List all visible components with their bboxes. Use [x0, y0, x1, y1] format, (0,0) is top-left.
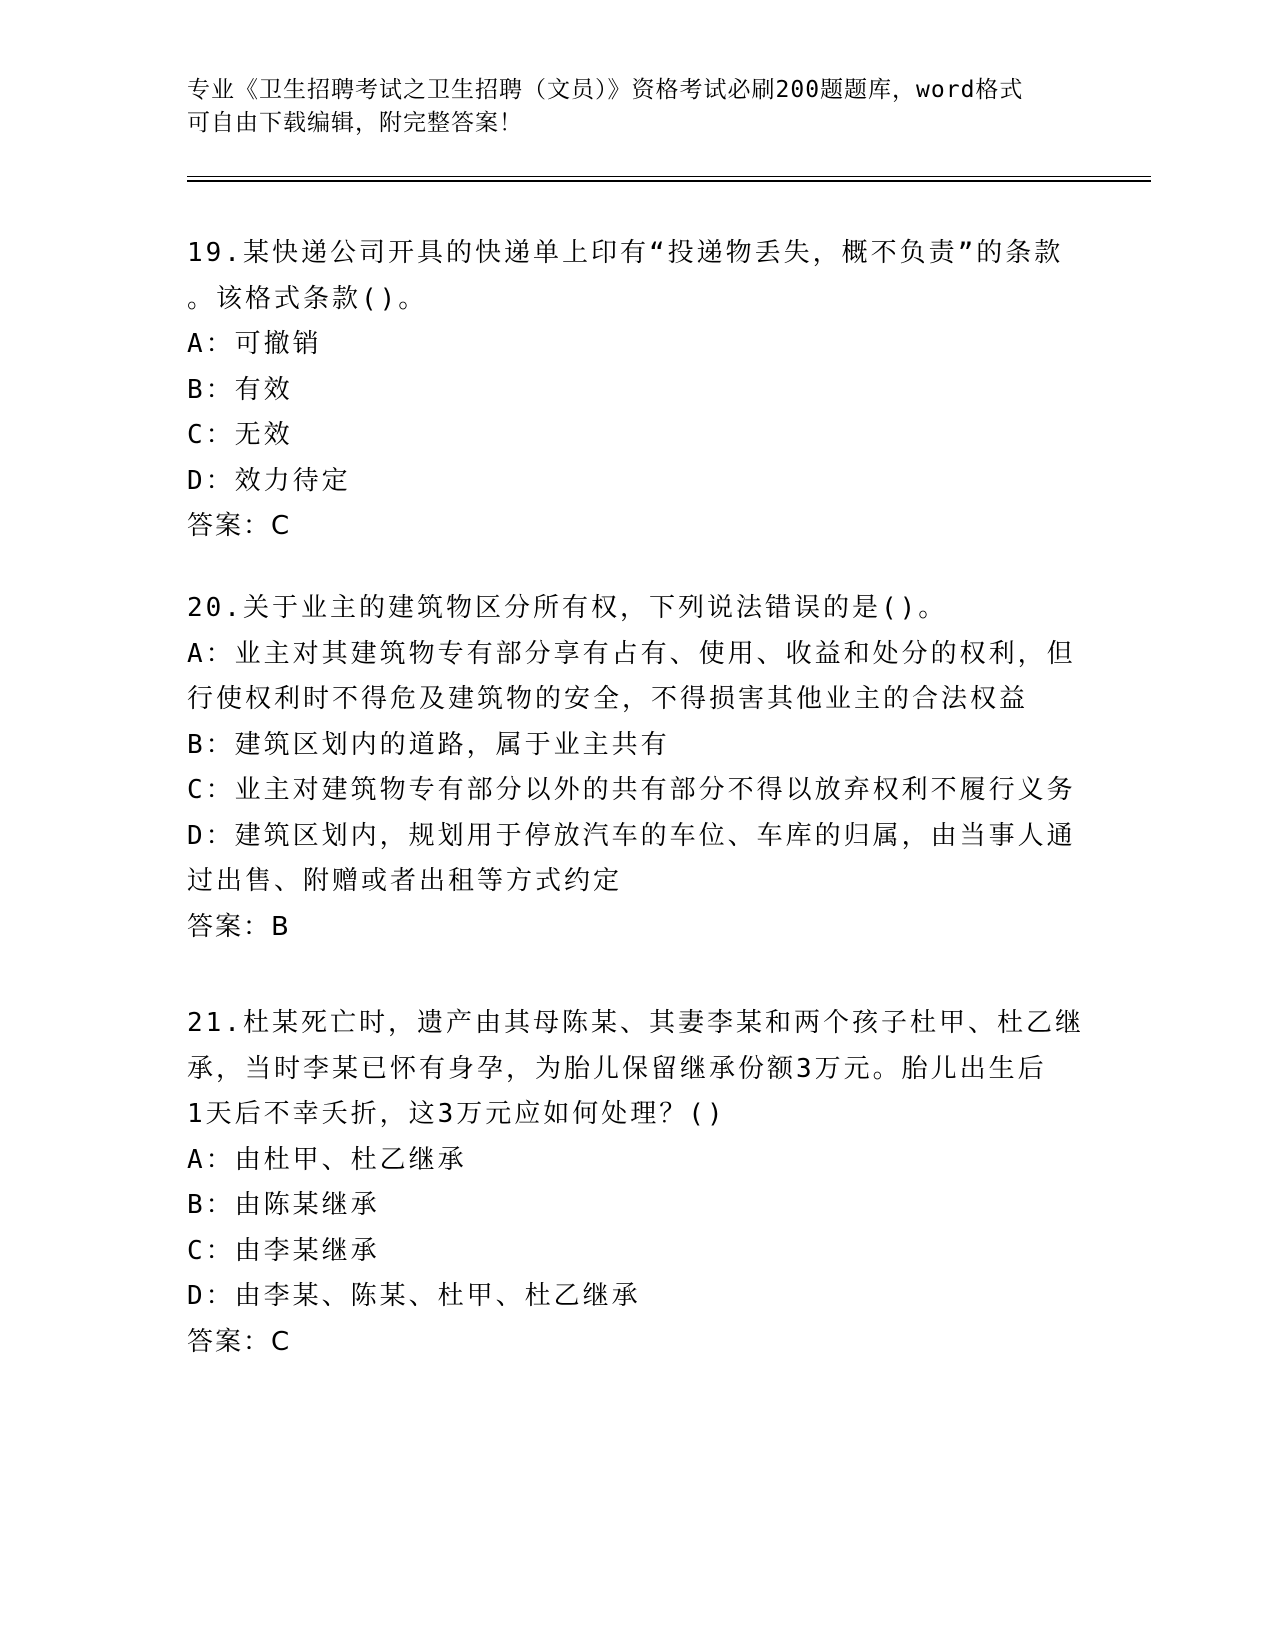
question-19	[187, 231, 1087, 550]
header-divider-thin	[187, 176, 1151, 177]
option-d-continued: 过出售、附赠或者出租等方式约定	[187, 866, 623, 896]
document-header	[187, 74, 1087, 140]
question-text-line: 20.关于业主的建筑物区分所有权，下列说法错误的是()。	[187, 593, 948, 623]
option-a: A：业主对其建筑物专有部分享有占有、使用、收益和处分的权利，但	[187, 638, 1076, 669]
question-text-line: 1天后不幸夭折，这3万元应如何处理？()	[187, 1099, 726, 1129]
answer-label: 答案：C	[187, 511, 292, 541]
question-21	[187, 1001, 1087, 1365]
option-a-continued: 行使权利时不得危及建筑物的安全，不得损害其他业主的合法权益	[187, 684, 1029, 714]
header-divider-thick	[187, 180, 1151, 182]
option-b: B：有效	[187, 374, 293, 405]
option-c: C：无效	[187, 420, 293, 450]
option-c: C：由李某继承	[187, 1235, 380, 1266]
option-c: C：业主对建筑物专有部分以外的共有部分不得以放弃权利不履行义务	[187, 775, 1076, 805]
option-a: A：由杜甲、杜乙继承	[187, 1144, 467, 1175]
question-20	[187, 586, 1087, 950]
option-b: B：建筑区划内的道路，属于业主共有	[187, 729, 670, 760]
answer-label: 答案：C	[187, 1326, 292, 1357]
answer-label: 答案：B	[187, 911, 291, 942]
option-a: A：可撤销	[187, 329, 322, 359]
header-line: 可自由下载编辑，附完整答案！	[187, 110, 523, 136]
option-d: D：由李某、陈某、杜甲、杜乙继承	[187, 1281, 641, 1311]
question-text-line: 承，当时李某已怀有身孕，为胎儿保留继承份额3万元。胎儿出生后	[187, 1053, 1047, 1084]
option-d: D：建筑区划内，规划用于停放汽车的车位、车库的归属，由当事人通	[187, 820, 1076, 851]
option-b: B：由陈某继承	[187, 1190, 380, 1220]
option-d: D：效力待定	[187, 465, 351, 496]
question-text-line: 。该格式条款()。	[187, 283, 428, 314]
header-line: 专业《卫生招聘考试之卫生招聘（文员）》资格考试必刷200题题库，word格式	[187, 77, 1024, 103]
question-text-line: 21.杜某死亡时，遗产由其母陈某、其妻李某和两个孩子杜甲、杜乙继	[187, 1008, 1084, 1038]
question-text-line: 19.某快递公司开具的快递单上印有“投递物丢失，概不负责”的条款	[187, 238, 1064, 268]
